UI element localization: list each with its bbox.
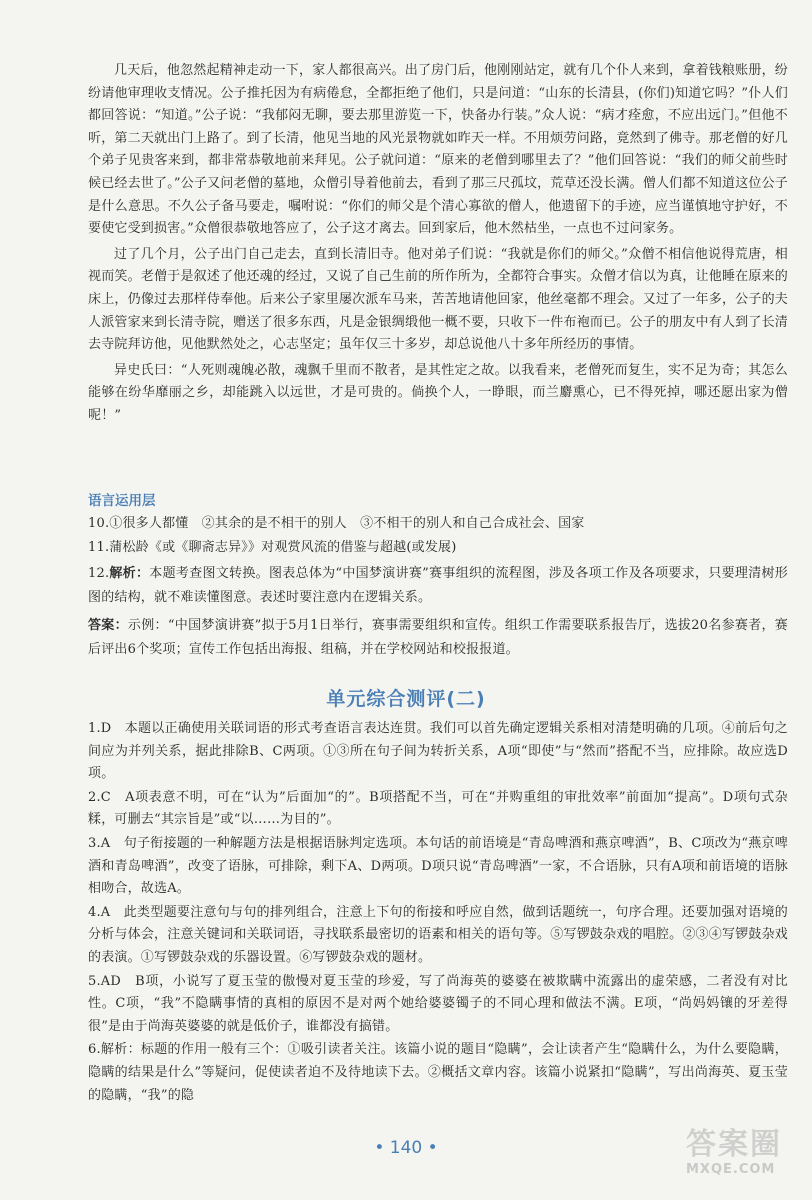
analysis-text: 本题考查图文转换。图表总体为“中国梦演讲赛”赛事组织的流程图，涉及各项工作及各项要求，只要理清树形图的结构，就不难读懂图意。表述时要注意内在逻辑关系。 (88, 566, 789, 605)
watermark-logo (686, 1128, 798, 1186)
watermark-logo-text: 答案圈 (686, 1127, 782, 1162)
answer-text: 示例：“中国梦演讲赛”拟于5月1日举行，赛事需要组织和宣传。组织工作需要联系报告厅，选拔20名参赛者，赛后评出6个奖项；宣传工作包括出海报、组稿，并在学校网站和校报报道。 (88, 618, 788, 657)
story-section (88, 60, 788, 428)
unit-answer-item: 1.D 本题以正确使用关联词语的形式考查语言表达连贯。我们可以首先确定逻辑关系相对清楚明确的几项。④前后句之间应为并列关系，据此排除B、C两项。①③所在句子间为转折关系，A项“即使”与“然而”搭配不当，应排除。故应选D项。 (88, 721, 788, 782)
story-paragraph: 过了几个月，公子出门自己走去，直到长清旧寺。他对弟子们说：“我就是你们的师父。”众僧不相信他说得荒唐，相视而笑。老僧于是叙述了他还魂的经过，又说了自己生前的所作所为，全都符合事实。众僧才信以为真，让他睡在原来的床上，仍像过去那样侍奉他。后来公子家里屡次派车马来，苦苦地请他回家，他丝毫都不理会。又过了一年多，公子的夫人派管家来到长清寺院，赠送了很多东西，凡是金银绸缎他一概不要，只收下一件布袍而已。公子的朋友中有人到了长清去寺院拜访他，见他默然处之，心志坚定；虽年仅三十多岁，却总说他八十多年所经历的事情。 (88, 246, 788, 353)
answer-q12 (88, 562, 788, 610)
answer-q12-example (88, 614, 788, 662)
answer-label: 答案： (88, 618, 128, 633)
unit-answer-item: 6.解析：标题的作用一般有三个：①吸引读者关注。该篇小说的题目“隐瞒”，会让读者产生“隐瞒什么，为什么要隐瞒，隐瞒的结果是什么”等疑问，促使读者迫不及待地读下去。②概括文章内容。该篇小说紧扣“隐瞒”，写出尚海英、夏玉莹的隐瞒，“我”的隐 (88, 1042, 788, 1103)
unit-title: 单元综合测评(二) (326, 688, 486, 710)
unit-answers-section (88, 718, 788, 1108)
unit-answer-item: 3.A 句子衔接题的一种解题方法是根据语脉判定选项。本句话的前语境是“青岛啤酒和燕京啤酒”，B、C项改为“燕京啤酒和青岛啤酒”，改变了语脉，可排除，剩下A、D两项。D项只说“青岛啤酒”一家，不合语脉，只有A项和前语境的语脉相吻合，故选A。 (88, 835, 788, 897)
question-number: 12. (88, 566, 110, 581)
story-paragraph: 几天后，他忽然起精神走动一下，家人都很高兴。出了房门后，他刚刚站定，就有几个仆人来到，拿着钱粮账册，纷纷请他审理收支情况。公子推托因为有病倦怠，全都拒绝了他们，只是问道：“山东的长清县，(你们)知道它吗？”仆人们都回答说：“知道。”公子说：“我郁闷无聊，要去那里游览一下，快备办行装。”众人说：“病才痊愈，不应出远门。”但他不听，第二天就出门上路了。到了长清，他见当地的风光景物就如昨天一样。不用烦劳问路，竟然到了佛寺。那老僧的好几个弟子见贵客来到，都非常恭敬地前来拜见。公子就问道：“原来的老僧到哪里去了？”他们回答说：“我们的师父前些时候已经去世了。”公子又问老僧的墓地，众僧引导着他前去，看到了那三尺孤坟，荒草还没长满。僧人们都不知道这位公子是什么意思。不久公子备马要走，嘱咐说：“你们的师父是个清心寡欲的僧人，他遗留下的手迹，应当谨慎地守护好，不要使它受到损害。”众僧很恭敬地答应了，公子这才离去。回到家后，他木然枯坐，一点也不过问家务。 (88, 63, 788, 237)
unit-answer-item: 5.AD B项，小说写了夏玉莹的傲慢对夏玉莹的珍爱，写了尚海英的婆婆在被欺瞒中流露出的虚荣感，二者没有对比性。C项，“我”不隐瞒事情的真相的原因不是对两个她给婆婆镯子的不同心理和做法不满。E项，“尚妈妈镶的牙差得很”是由于尚海英婆婆的就是低价子，谁都没有搞错。 (88, 973, 788, 1034)
unit-answer-item: 4.A 此类型题要注意句与句的排列组合，注意上下句的衔接和呼应自然，做到话题统一，句序合理。还要加强对语境的分析与体会，注意关键词和关联词语，寻找联系最密切的语素和相关的语句等。⑤写锣鼓杂戏的唱腔。②③④写锣鼓杂戏的表演。①写锣鼓杂戏的乐器设置。⑥写锣鼓杂戏的题材。 (88, 904, 788, 965)
watermark-url: MXQE.COM (686, 1162, 776, 1177)
story-paragraph: 异史氏曰：“人死则魂魄必散，魂飘千里而不散者，是其性定之故。以我看来，老僧死而复生，实不足为奇；其怎么能够在纷华靡丽之乡，却能跳入以远世，才是可贵的。倘换个人，一睁眼，而兰麝熏心，已不得死掉，哪还愿出家为僧呢！” (88, 362, 788, 423)
unit-answer-item: 2.C A项表意不明，可在“认为”后面加“的”。B项搭配不当，可在“并购重组的审批效率”前面加“提高”。D项句式杂糅，可删去“其宗旨是”或“以……为目的”。 (88, 789, 788, 828)
answer-q11: 11.蒲松龄《或《聊斋志异》》对观赏风流的借鉴与超越(或发展) (88, 540, 457, 555)
page-number: • 140 • (374, 1138, 438, 1158)
answer-q10: 10.①很多人都懂 ②其余的是不相干的别人 ③不相干的别人和自己合成社会、国家 (88, 516, 585, 531)
language-section (88, 512, 788, 662)
section-heading: 语言运用层 (88, 493, 156, 509)
analysis-label: 解析： (109, 566, 150, 581)
